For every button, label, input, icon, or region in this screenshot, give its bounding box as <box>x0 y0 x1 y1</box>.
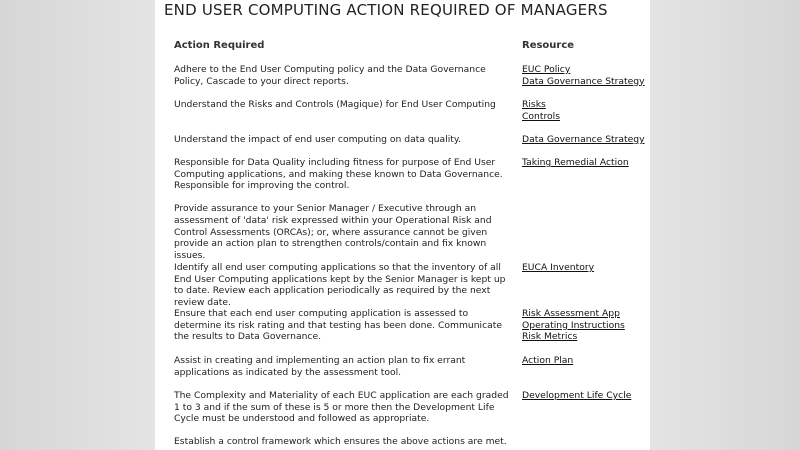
action-cell <box>174 308 509 343</box>
action-cell <box>174 99 509 111</box>
resource-cell <box>522 355 647 367</box>
action-text: Identify all end user computing applications so that the inventory of all End User Computing applications kept by the Senior Manager is kept up to date. Review each application periodically as required by the next review date. <box>174 262 506 308</box>
resource-link-development-life-cycle[interactable]: Development Life Cycle <box>522 390 632 401</box>
document-title: END USER COMPUTING ACTION REQUIRED OF MANAGERS <box>164 1 608 19</box>
resource-link-euca-inventory[interactable]: EUCA Inventory <box>522 262 595 273</box>
action-cell <box>174 157 509 261</box>
action-cell <box>174 390 509 425</box>
resource-cell <box>522 157 647 169</box>
action-text: The Complexity and Materiality of each EUC application are each graded 1 to 3 and if the sum of these is 5 or more then the Development Life Cycle must be understood and followed as appropriate. <box>174 390 509 425</box>
action-cell <box>174 134 509 146</box>
action-cell <box>174 64 509 87</box>
resource-link-action-plan[interactable]: Action Plan <box>522 355 574 366</box>
resource-link-risk-metrics[interactable]: Risk Metrics <box>522 331 578 343</box>
resource-link-controls[interactable]: Controls <box>522 110 560 122</box>
action-text: Assist in creating and implementing an action plan to fix errant applications as indicated by the assessment tool. <box>174 355 466 378</box>
resource-cell <box>522 134 647 146</box>
resource-link-euc-policy[interactable]: EUC Policy <box>522 64 571 75</box>
action-text: Establish a control framework which ensures the above actions are met. <box>174 436 507 447</box>
resource-cell <box>522 64 647 87</box>
action-cell <box>174 355 509 378</box>
resource-link-taking-remedial-action[interactable]: Taking Remedial Action <box>522 157 629 168</box>
action-text: Responsible for Data Quality including fitness for purpose of End User Computing applications, and making these known to Data Governance. Responsible for improving the control. <box>174 157 503 192</box>
resource-link-risks[interactable]: Risks <box>522 99 546 110</box>
action-text: Provide assurance to your Senior Manager / Executive through an assessment of 'data' risk expressed within your Operational Risk and Control Assessments (ORCAs); or, where assurance cannot be given provide an action plan to strengthen controls/contain and fix known issues. <box>174 203 492 261</box>
action-cell <box>174 262 509 308</box>
column-header-resource: Resource <box>522 40 575 51</box>
action-text: Understand the impact of end user computing on data quality. <box>174 134 461 145</box>
resource-link-risk-assessment-app[interactable]: Risk Assessment App <box>522 308 620 319</box>
column-header-action: Action Required <box>174 40 265 51</box>
resource-link-data-governance-strategy-2[interactable]: Data Governance Strategy <box>522 134 645 145</box>
resource-cell <box>522 99 647 122</box>
backdrop-left <box>0 0 155 450</box>
resource-cell <box>522 308 647 343</box>
resource-cell <box>522 390 647 402</box>
action-text: Understand the Risks and Controls (Magique) for End User Computing <box>174 99 496 110</box>
backdrop-right <box>650 0 800 450</box>
action-text: Adhere to the End User Computing policy and the Data Governance Policy, Cascade to your direct reports. <box>174 64 486 87</box>
resource-cell <box>522 262 647 274</box>
action-cell <box>174 436 509 448</box>
resource-link-operating-instructions[interactable]: Operating Instructions <box>522 319 625 331</box>
resource-link-data-governance-strategy[interactable]: Data Governance Strategy <box>522 75 645 87</box>
action-text: Ensure that each end user computing application is assessed to determine its risk rating and that testing has been done. Communicate the results to Data Governance. <box>174 308 503 343</box>
document-page <box>155 0 650 450</box>
